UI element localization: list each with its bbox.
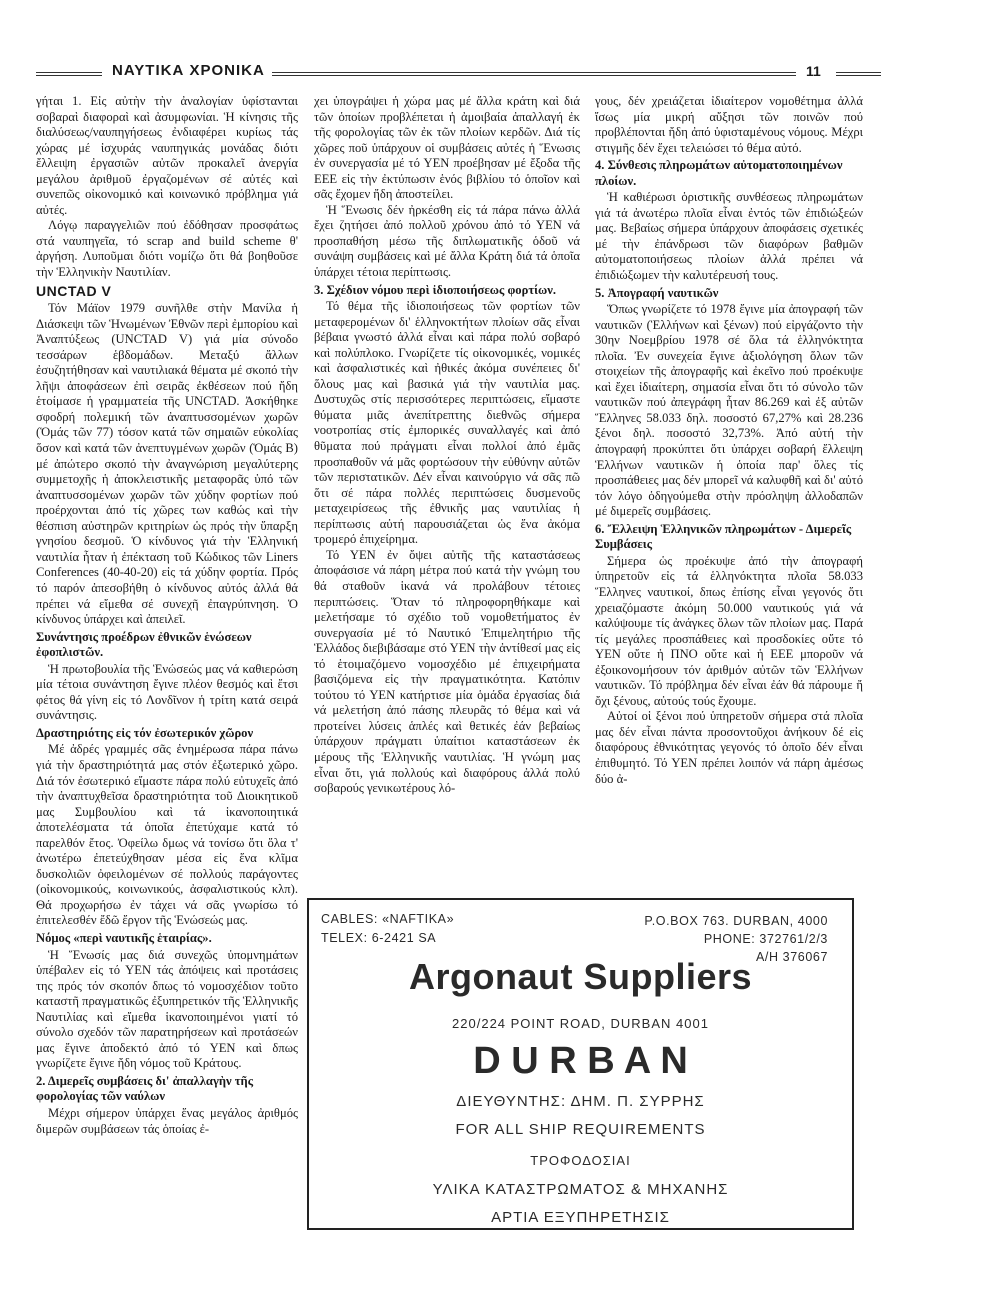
header-rule-right <box>836 72 881 76</box>
section-heading: 4. Σύνθεσις πληρωμάτων αὐτοματοποιημένων πλοίων. <box>595 158 843 188</box>
section-heading-unctad: UNCTAD V <box>36 282 112 299</box>
paragraph: Τό ΥΕΝ ἐν ὄψει αὐτῆς τῆς καταστάσεως ἀποφάσισε νά πάρη μέτρα πού κατά τὴν γνώμη του θά σταθοῦν ἱκανά νά προλάβουν τέτοιες περιπτώσεις. Ὅταν τό πληροφορηθήκαμε καὶ μελετήσαμε τό σχέδιο τοῦ νομοθετήματος ἐν συνεργασία μέ τό Ναυτικό Ἐπιμελητήριο τῆς Ἑλλάδος διεβιβάσαμε στό ΥΕΝ τὴν ἀντίθεσί μας εἰς τό ἑτοιμαζόμενο νομοσχέδιο μέ ἐπιχειρήματα βασιζόμενα εἰς τὴν πραγματικότητα. Κατόπιν τούτου τό ΥΕΝ κατήρτισε μία ὁμάδα ἐργασίας διά νά μελετήση ἀπό πάσης πλευρᾶς τό θέμα καὶ νά προτείνει λύσεις ἁπλές καὶ θετικές ἐάν βεβαίως ὑπάρχουν πράγματι ὑπαίτιοι καταστάσεων ἐκ μέρους τῆς Ἑλληνικῆς ναυτιλίας. Ἡ γνώμη μας εἶναι ὅτι, γιά πολλούς καὶ διαφόρους ἀλλά πολύ σοβαρούς γενικωτέρους λό- <box>314 547 580 796</box>
ad-city: D U R B A N <box>473 1040 688 1082</box>
section-heading: 6. Ἔλλειψη Ἑλληνικῶν πληρωμάτων - Διμερεῖς Συμβάσεις <box>595 521 852 552</box>
ad-pobox: P.O.BOX 763. DURBAN, 4000 <box>644 914 828 928</box>
header-rule-left <box>36 72 102 76</box>
paragraph: Ἡ καθιέρωσι ὁριστικῆς συνθέσεως πληρωμάτων γιά τά ἀνωτέρω πλοῖα εἶναι ἐντός τῶν ἐπιδιώξεών μας. Βεβαίως σήμερα ὑπάρχουν ἀποφάσεις σχετικές μέ τὴν ἐπάνδρωσι τῶν διαφόρων βαθμῶν αὐτοματοποιήσεως πλοίων ἀλλά πρέπει νά ἐπιδιώξωμεν τὴν καλυτέρευσή τους. <box>595 190 863 283</box>
paragraph: Τό θέμα τῆς ἰδιοποιήσεως τῶν φορτίων τῶν μεταφερομένων δι' ἑλληνοκτήτων πλοίων σᾶς εἶναι βέβαια γνωστό ἀλλά εἶναι καὶ πάρα πολύ σοβαρό καὶ πολύπλοκο. Γνωρίζετε τίς οἰκονομικές, νομικές καὶ ἀσφαλιστικές καὶ ἠθικές ἀκόμα συνέπειες δι' ὅλους μας καὶ βασικά γιά τὴν ναυτιλία μας. Δυστυχῶς στίς περισσότερες περιπτώσεις, εἴμαστε θύματα μιᾶς ἀνεπίτρεπτης διεθνῶς σήμερα νοοτροπίας στίς ἐμπορικές συναλλαγές καὶ ἀπό θῦματα πού πράγματι εἶναι πολλοί ἀπό ἐμᾶς προσπαθοῦν νά μᾶς φορτώσουν τὴν εὐθύνην αὐτῶν τῶν περιστατικῶν. Δέν εἶναι καινούργιο νά σᾶς πῶ ὅτι σέ πάρα πολλές περιπτώσεις δυσμενοῦς μεταχειρίσεως τῆς ἐθνικῆς μας ναυτιλίας ἡ περίπτωσις αὐτή παρουσιάζεται ὡς ἕνα ἀκόμα τρομερό ἐπιχείρημα. <box>314 299 580 547</box>
page-number: 11 <box>806 63 821 79</box>
column-3 <box>595 94 863 787</box>
paragraph: Σήμερα ὡς προέκυψε ἀπό τὴν ἀπογραφή ὑπηρετοῦν εἰς τά ἑλληνόκτητα πλοῖα 58.033 Ἕλληνες ναυτικοί, δπως ἐπίσης εἶναι γεγονός ὅτι χρειαζόμαστε ἀκόμη 50.000 ναυτικούς γιά νά καλύψουμε τίς ἀνάγκες ὅλων τῶν πλοίων μας. Παρά τίς μεγάλες προσπάθειες καὶ προσδοκίες οὔτε τό ΥΕΝ οὔτε ἡ ΠΝΟ οὔτε καὶ ἡ ΕΕΕ μποροῦν νά ἐξοικονομήσουν τόν ἀριθμόν αὐτῶν τῶν Ἑλλήνων ναυτικῶν. Τό πρόβλημα δέν εἶναι ἐάν θά πάρουμε ἤ ὄχι ξένους, αὐτούς τούς ἔχουμε. <box>595 553 863 708</box>
paragraph: Αὐτοί οἱ ξένοι πού ὑπηρετοῦν σήμερα στά πλοῖα μας δέν εἶναι πάντα προσοντοῦχοι ἀνήκουν δέ εἰς διαφόρους ἐθνικότητας γεγονός τό ὁποῖο δέν εἶναι ἐπιθυμητό. Τό ΥΕΝ πρέπει λοιπόν νά πάρη ἀμέσως δύο ἀ- <box>595 709 863 786</box>
ad-cables: CABLES: «NAFTIKA» <box>321 912 455 926</box>
ad-address: 220/224 POINT ROAD, DURBAN 4001 <box>452 1016 709 1031</box>
ad-requirements: FOR ALL SHIP REQUIREMENTS <box>455 1121 706 1138</box>
ad-service: ΑΡΤΙΑ ΕΞΥΠΗΡΕΤΗΣΙΣ <box>491 1209 670 1226</box>
section-heading: 5. Ἀπογραφή ναυτικῶν <box>595 285 719 300</box>
ad-company-name: Argonaut Suppliers <box>408 956 753 997</box>
ad-phone: PHONE: 372761/2/3 <box>703 932 828 946</box>
paragraph: γους, δέν χρειάζεται ἰδιαίτερον νομοθέτημα ἀλλά ἴσως μία μικρή αὔξησι τῶν ποινῶν πού προβλέπονται ἤδη ἀπό ὑφισταμένους νόμους. Μέχρι στιγμῆς δέν ἔχει τελειώσει τό θέμα αὐτό. <box>595 94 863 155</box>
column-1 <box>36 94 298 1137</box>
section-heading: Νόμος «περὶ ναυτικῆς ἑταιρίας». <box>36 930 212 945</box>
paragraph: Ἡ Ἕνωσις δέν ἠρκέσθη εἰς τά πάρα πάνω ἀλλά ἔχει ζητήσει ἀπό πολλοῦ χρόνου ἀπό τό ΥΕΝ νά προσπαθήση μέσω τῆς διπλωματικῆς ὁδοῦ νά συνάψη συμβάσεις καὶ μέ ἄλλα Κράτη διά τά ὁποῖα ὑπάρχει τέτοια περίπτωσις. <box>314 202 580 280</box>
running-title: ΝΑΥΤΙΚΑ ΧΡΟΝΙΚΑ <box>112 62 265 79</box>
ad-after-hours: A/H 376067 <box>755 950 828 964</box>
ad-materials: ΥΛΙΚΑ ΚΑΤΑΣΤΡΩΜΑΤΟΣ & ΜΗΧΑΝΗΣ <box>432 1181 729 1198</box>
ad-director: ΔΙΕΥΘΥΝΤΗΣ: ΔΗΜ. Π. ΣΥΡΡΗΣ <box>456 1093 705 1110</box>
paragraph: χει ὑπογράψει ἡ χώρα μας μέ ἄλλα κράτη καὶ διά τῶν ὁποίων προβλέπεται ἡ ἀμοιβαία ἀπαλλαγή ἐκ τῆς φορολογίας τῶν ἐκ τῶν πλοίων κερδῶν. Διά τίς χῶρες ποῦ ὑπάρχουν οἱ συμβάσεις αὐτές ἡ Ἕνωσις ἐν συνεργασία μέ τό ΥΕΝ προέβησαν μέ ἔξοδα τῆς ΕΕΕ εἰς τὴν ἐκτύπωσιν ἑνός βιβλίου τό ὁποῖον καὶ σᾶς ἔχομεν ἤδη ἀποστείλει. <box>314 94 580 202</box>
advertisement-box <box>307 898 854 1230</box>
section-heading: 3. Σχέδιον νόμου περὶ ἰδιοποιήσεως φορτίων. <box>314 282 557 297</box>
section-heading: Δραστηριότης εἰς τόν ἐσωτερικόν χῶρον <box>36 725 254 740</box>
paragraph: Τόν Μάϊον 1979 συνῆλθε στὴν Μανίλα ἡ Διάσκεψι τῶν Ἡνωμένων Ἐθνῶν περὶ ἐμπορίου καὶ Ἀναπτύξεως (UNCTAD V) γιά μία σύνοδο τεσσάρων ἑβδομάδων. Μεταξύ ἄλλων ἐσυζητήθησαν καὶ ναυτιλιακά θέματα μέ σκοπό τὴν λῆψι ἀποφάσεων ἐπὶ σειρᾶς ἐκθέσεων πού ἤδη ἑτοίμασε ἡ γραμματεία τῆς UNCTAD. Ἀσκήθηκε σφοδρή πολεμική τῶν ἀναπτυσσομένων χωρῶν (Ὁμάς τῶν 77) τόσον κατά τῶν σημαιῶν εὐκολίας ὅσον καὶ κατά τῶν ἀνεπτυγμένων χωρῶν (Ὁμάς Β) μέ ἀπώτερο σκοπό τὴν ἀναγνώριση μεγαλύτερης συμμετοχῆς ἡ ἀποκλειστικῆς μεταφορᾶς ὑπό τῶν ἀναπτυσσομένων χωρῶν τῶν χύδην φορτίων πού προέρχονται ἀπό τίς χῶρες των καθώς καὶ τὴν θέσπιση αὐστηρῶν κριτηρίων ὡς πρός τὴν ὕπαρξη γνησίου δεσμοῦ. Ὁ κίνδυνος γιά τὴν Ἑλληνική ναυτιλία ἦταν ἡ ἐπέκταση τοῦ Κώδικος τῶν Liners Conferences (40-40-20) εἰς τά χύδην φορτία. Πρός τό παρόν ἀπεσοβήθη ὁ κίνδυνος αὐτός ἀλλά θά πρέπει νά εἴμεθα σέ συνεχῆ ἐπαγρύπνηση. Ὁ κίνδυνος ὑπάρχει καὶ ἀπειλεῖ. <box>36 301 298 627</box>
paragraph: Λόγῳ παραγγελιῶν πού ἐδόθησαν προσφάτως στά ναυπηγεῖα, τό scrap and build scheme θ' ἀργήση. Λυποῦμαι διότι νομίζω ὅτι θά βοηθοῦσε τὴν Ἑλληνικὴν Ναυτιλίαν. <box>36 218 298 280</box>
paragraph: Ὅπως γνωρίζετε τό 1978 ἔγινε μία ἀπογραφή τῶν ναυτικῶν (Ἑλλήνων καὶ ξένων) πού εἰργάζοντο τὴν 30ην Νοεμβρίου 1978 σέ ὅλα τά ἑλληνόκτητα πλοῖα. Ἐν συνεχεία ἔγινε ἀξιολόγηση ὅλων τῶν στοιχείων τῆς ἀπογραφῆς καὶ ἐκεῖνο πού προέκυψε καὶ ἔχει ἰδιαίτερη, σημασία εἶναι ὅτι τό σύνολο τῶν ναυτικῶν πού ἀπεγράφη ἦταν 86.269 καὶ ἐξ αὐτῶν Ἕλληνες 58.033 δηλ. ποσοστό 67,27% καὶ 28.236 ξένοι δηλ. ποσοστό 32,73%. Ἀπό αὐτή τὴν ἀπογραφή προκύπτει ὅτι ὑπάρχει σοβαρή ἔλλειψη Ἑλλήνων ναυτικῶν ἡ ὁποία παρ' ὅλες τίς προσπάθειες μας δέν μπορεῖ νά καλυφθῆ καὶ δι' αὐτό τόν λόγο ὁδηγούμεθα στὴν πρόσληψη ἀλλοδαπῶν μέ διμερεῖς συμβάσεις. <box>595 302 863 519</box>
paragraph: Μέ ἀδρές γραμμές σᾶς ἐνημέρωσα πάρα πάνω γιά τὴν δραστηριότητά μας στόν ἐξωτερικό χῶρο. Διά τόν ἐσωτερικό εἴμαστε πάρα πολύ εὐτυχεῖς ἀπό τὴν ἀναπτυχθεῖσα δραστηριότητα τοῦ Διοικητικοῦ μας Συμβουλίου καὶ τά ἱκανοποιητικά ἀποτελέσματα τά ὁποῖα ἐπετύχαμε κατά τό παρελθόν ἔτος. Ὀφείλω δμως νά τονίσω ὅτι ὅλα τ' ἀνωτέρω ἐπετεύχθησαν μέσα εἰς ἕνα κλῖμα δυσκολιῶν ὀφειλομένων σέ πολλούς παράγοντες (οἰκονομικούς, κοινωνικούς, ἀσφαλιστικούς κλπ). Θά προχωρήσω ἐν τάχει νά σᾶς γνωρίσω τό ἐπιτελεσθέν ἔδῶ ἔργον τῆς Ἑνώσεώς μας. <box>36 742 298 928</box>
ad-telex: TELEX: 6-2421 SA <box>321 931 437 945</box>
column-2 <box>314 94 580 797</box>
section-heading: 2. Διμερεῖς συμβάσεις δι' ἀπαλλαγὴν τῆς φορολογίας τῶν ναύλων <box>36 1073 254 1104</box>
paragraph: Μέχρι σήμερον ὑπάρχει ἕνας μεγάλος ἀριθμός διμερῶν συμβάσεων τάς ὁποίας ἐ- <box>36 1106 298 1136</box>
paragraph: γήται 1. Εἰς αὐτὴν τὴν ἀναλογίαν ὑφίστανται σοβαραὶ διαφοραὶ καὶ ἀσυμφωνίαι. Ἡ κίνησις τῆς διαλύσεως/ναυπηγήσεως ἐνδιαφέρει κυρίως τάς χώρας μέ ἰσχυράς ναυπηγικάς μονάδας διότι ἔλλειψη ἐργασιῶν αὐτῶν προκαλεῖ ἀνεργία μεγάλου ἀριθμοῦ ἐργαζομένων σέ αὐτές καὶ συνεπῶς οἰκονομικό καὶ κοινωνικό πρόβλημα γιά αὐτές. <box>36 94 298 217</box>
header-rule-middle <box>272 72 796 76</box>
ad-provisions: ΤΡΟΦΟΔΟΣΙΑΙ <box>530 1153 631 1168</box>
page-header <box>36 62 966 86</box>
section-heading: Συνάντησις προέδρων ἐθνικῶν ἑνώσεων ἐφοπλιστῶν. <box>36 629 252 660</box>
paragraph: Ἡ Ἕνωσίς μας διά συνεχῶς ὑπομνημάτων ὑπέβαλεν εἰς τό ΥΕΝ τάς ἀπόψεις καὶ προτάσεις της πρός τόν σκοπόν δπως τό νομοσχέδιον τοῦτο καταστῆ πραγματικῶς ἐξυπηρετικόν τῆς Ἑλληνικῆς Ναυτιλίας καὶ εἴμεθα ἱκανοποιημένοι γιατί τό σύνολο σχεδόν τῶν παρατηρήσεων καὶ προτάσεών μας ἔγινε ἀποδεκτό ἀπό τό ΥΕΝ καὶ δπως γνωρίζετε ἔγινε ἤδη νόμος τοῦ Κράτους. <box>36 947 298 1071</box>
paragraph: Ἡ πρωτοβουλία τῆς Ἑνώσεώς μας νά καθιερώση μία τέτοια συνάντηση ἔγινε πλέον θεσμός καὶ ἔτσι φέτος θά γίνη εἰς τό Λονδῖνον ἡ τρίτη κατά σειρά συνάντησις. <box>36 661 298 723</box>
